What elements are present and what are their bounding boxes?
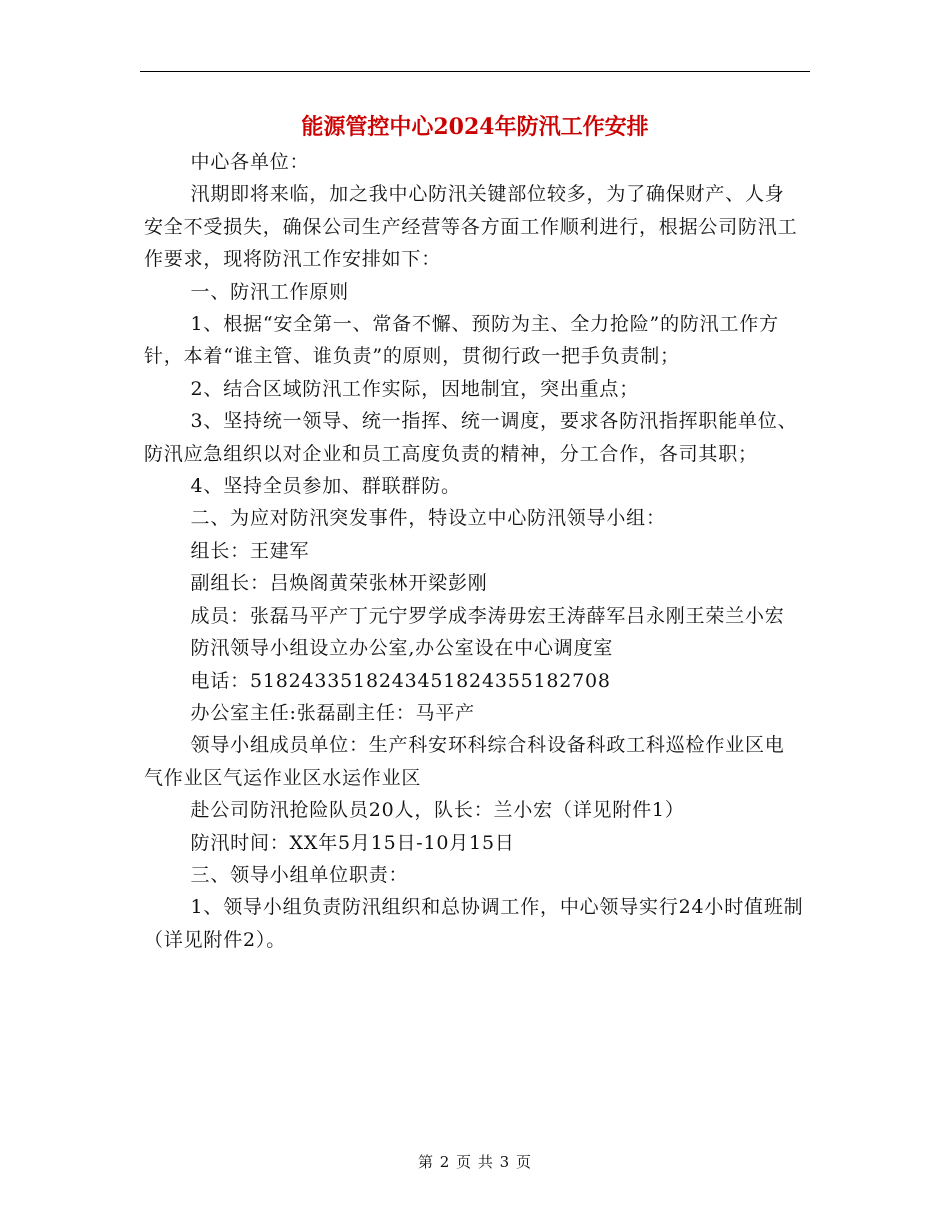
page-number: 第 2 页 共 3 页 <box>418 1153 532 1171</box>
section-heading-duties: 三、领导小组单位职责： <box>190 863 409 886</box>
paragraph-deputy-leaders: 副组长：吕焕阁黄荣张林开梁彭刚 <box>190 572 488 595</box>
paragraph-principle-1: 1、根据“安全第一、常备不懈、预防为主、全力抢险”的防汛工作方针，本着“谁主管、谁负责”的原则，贯彻行政一把手负责制； <box>144 313 779 368</box>
section-heading-principles: 一、防汛工作原则 <box>190 280 349 303</box>
header-rule <box>140 71 810 72</box>
paragraph-intro: 汛期即将来临，加之我中心防汛关键部位较多，为了确保财产、人身安全不受损失，确保公司生产经营等各方面工作顺利进行，根据公司防汛工作要求，现将防汛工作安排如下： <box>144 183 798 271</box>
paragraph-members: 成员：张磊马平产丁元宁罗学成李涛毋宏王涛薛军吕永刚王荣兰小宏 <box>190 604 785 627</box>
paragraph-group-leader: 组长：王建军 <box>190 539 310 562</box>
paragraph-principle-3: 3、坚持统一领导、统一指挥、统一调度，要求各防汛指挥职能单位、防汛应急组织以对企业和员工高度负责的精神，分工合作，各司其职； <box>144 410 798 465</box>
paragraph-office: 防汛领导小组设立办公室,办公室设在中心调度室 <box>190 637 614 660</box>
paragraph-phone: 电话：5182433518243451824355182708 <box>190 669 611 692</box>
document-body <box>144 146 804 956</box>
document-title: 能源管控中心2024年防汛工作安排 <box>301 114 649 140</box>
paragraph-rescue-team: 赴公司防汛抢险队员20人，队长：兰小宏（详见附件1） <box>190 799 685 822</box>
paragraph-principle-2: 2、结合区域防汛工作实际，因地制宜，突出重点； <box>190 377 640 400</box>
section-heading-leadership-group: 二、为应对防汛突发事件，特设立中心防汛领导小组： <box>190 507 666 530</box>
paragraph-salutation: 中心各单位： <box>190 151 310 173</box>
paragraph-principle-4: 4、坚持全员参加、群联群防。 <box>190 475 461 498</box>
paragraph-flood-period: 防汛时间：XX年5月15日-10月15日 <box>190 831 515 854</box>
paragraph-duty-1: 1、领导小组负责防汛组织和总协调工作，中心领导实行24小时值班制（详见附件2）。 <box>144 896 804 951</box>
paragraph-member-units: 领导小组成员单位：生产科安环科综合科设备科政工科巡检作业区电气作业区气运作业区水运作业区 <box>144 734 785 789</box>
paragraph-office-director: 办公室主任:张磊副主任：马平产 <box>190 701 475 724</box>
